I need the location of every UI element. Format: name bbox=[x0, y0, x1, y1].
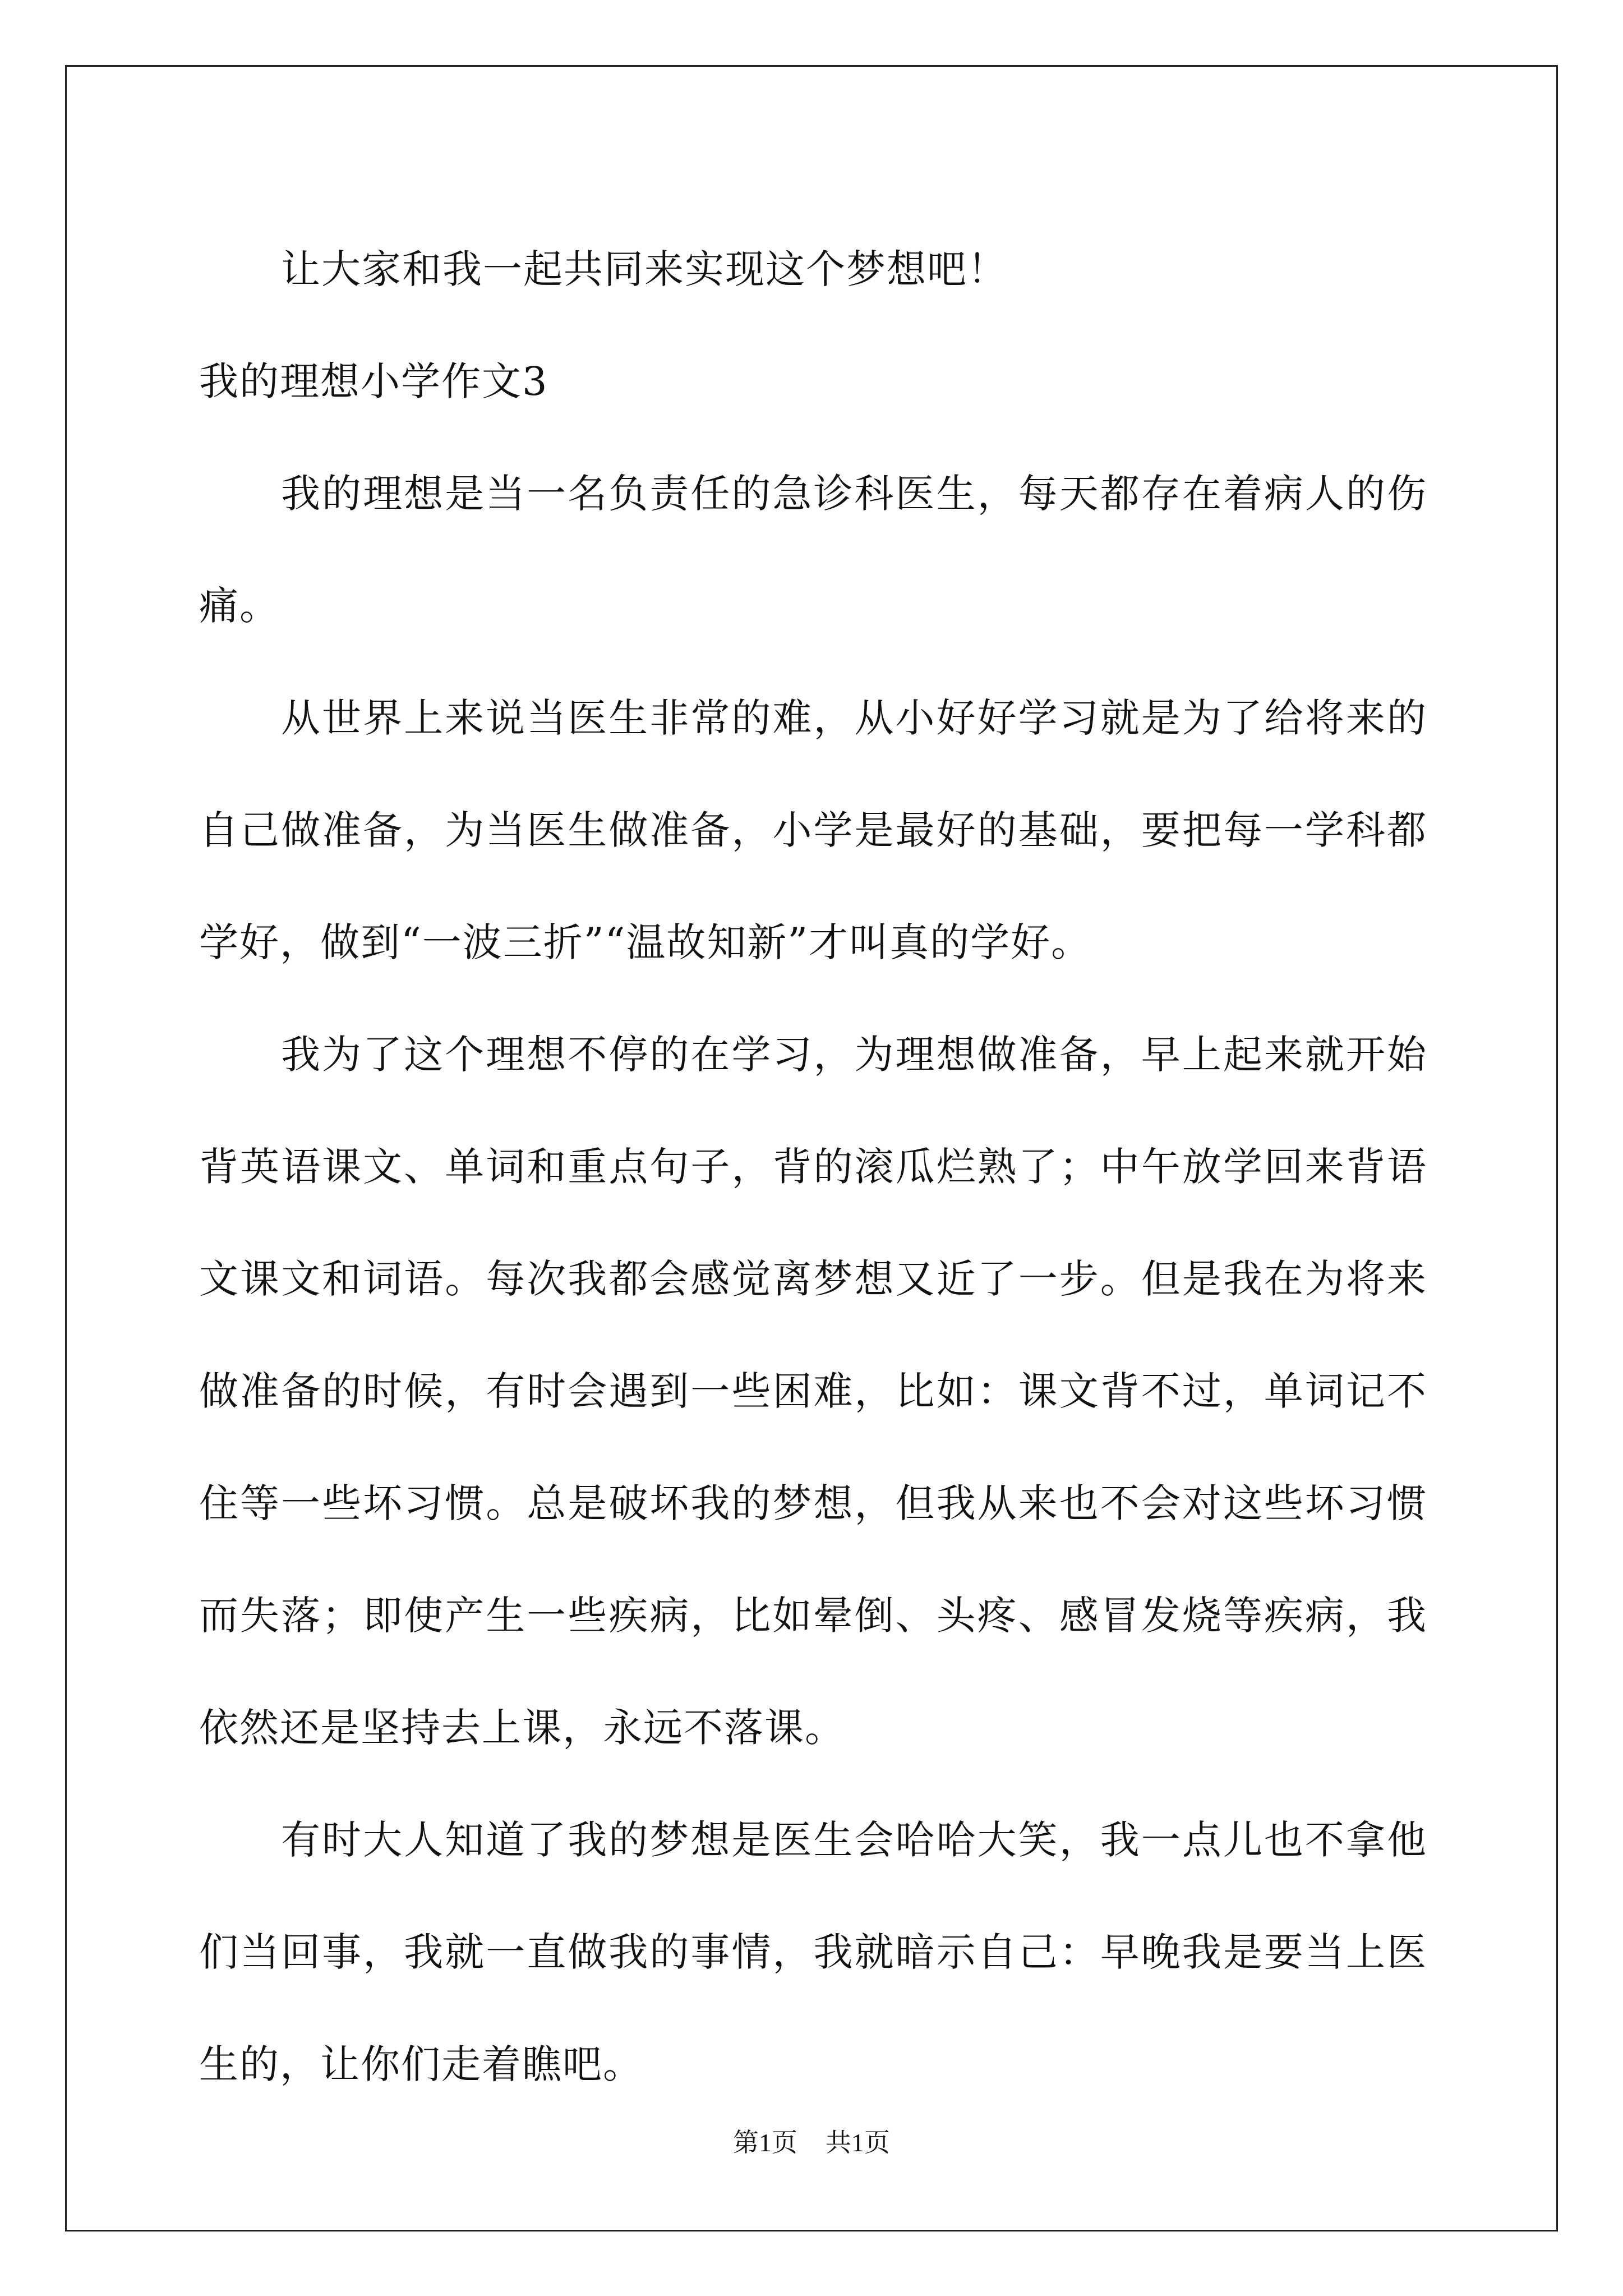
section-heading: 我的理想小学作文3 bbox=[199, 358, 548, 404]
page-footer bbox=[0, 2126, 1623, 2160]
paragraph: 让大家和我一起共同来实现这个梦想吧！ bbox=[281, 246, 1008, 292]
paragraph: 我的理想是当一名负责任的急诊科医生，每天都存在着病人的伤痛。 bbox=[199, 471, 1427, 629]
paragraph: 有时大人知道了我的梦想是医生会哈哈大笑，我一点儿也不拿他们当回事，我就一直做我的事情，我就暗示自己：早晚我是要当上医生的，让你们走着瞧吧。 bbox=[199, 1817, 1427, 2087]
paragraph: 从世界上来说当医生非常的难，从小好好学习就是为了给将来的自己做准备，为当医生做准备，小学是最好的基础，要把每一学科都学好，做到“一波三折”“温故知新”才叫真的学好。 bbox=[199, 695, 1427, 965]
page-number: 第1页 bbox=[733, 2128, 797, 2157]
page-total: 共1页 bbox=[826, 2128, 890, 2157]
paragraph: 我为了这个理想不停的在学习，为理想做准备，早上起来就开始背英语课文、单词和重点句子，背的滚瓜烂熟了；中午放学回来背语文课文和词语。每次我都会感觉离梦想又近了一步。但是我在为将来做准备的时候，有时会遇到一些困难，比如：课文背不过，单词记不住等一些坏习惯。总是破坏我的梦想，但我从来也不会对这些坏习惯而失落；即使产生一些疾病，比如晕倒、头疼、感冒发烧等疾病，我依然还是坚持去上课，永远不落课。 bbox=[199, 1032, 1427, 1751]
document-body bbox=[199, 213, 1427, 2120]
